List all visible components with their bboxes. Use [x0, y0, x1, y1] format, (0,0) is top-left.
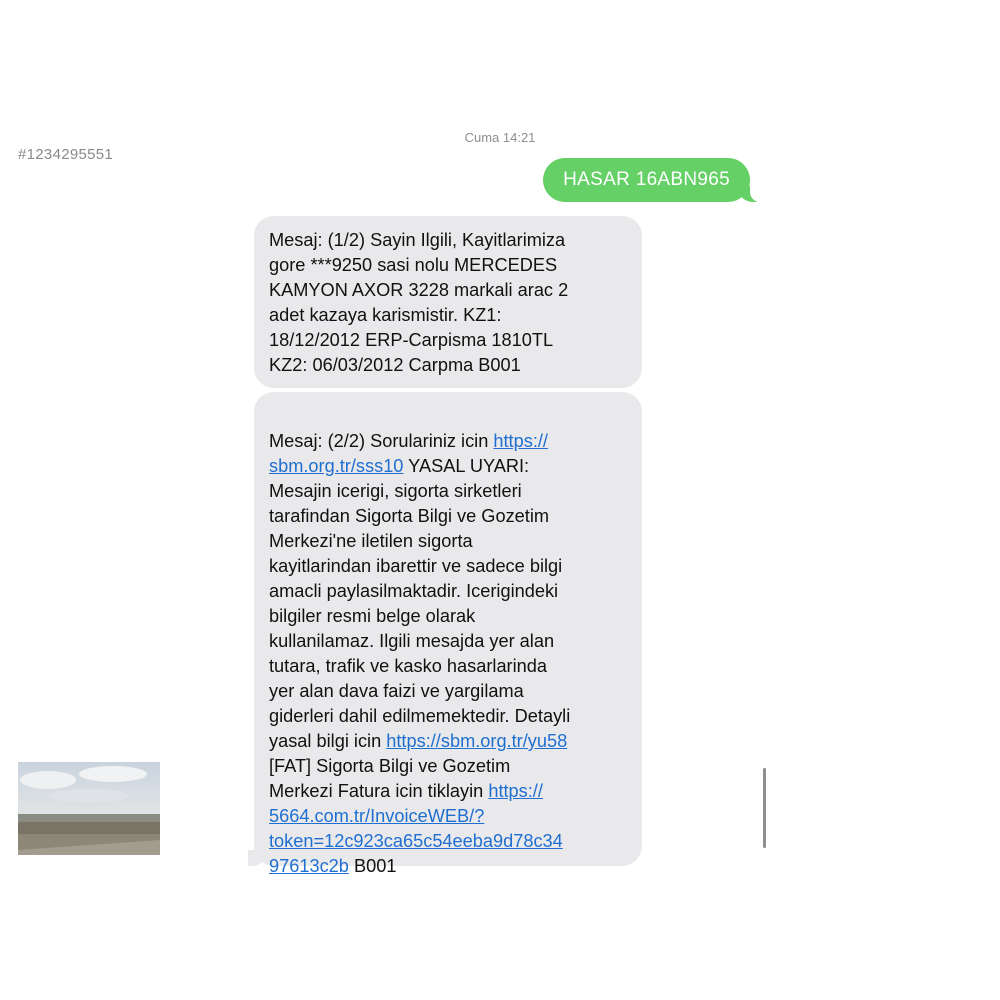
- message-text: [FAT] Sigorta Bilgi ve Gozetim Merkezi Fatura icin tiklayin: [269, 756, 511, 801]
- sss-link[interactable]: https:// sbm.org.tr/sss10: [269, 431, 548, 476]
- landscape-photo-icon: [18, 762, 160, 855]
- listing-id: #1234295551: [18, 146, 114, 163]
- message-thread[interactable]: [228, 122, 772, 874]
- invoice-link[interactable]: https:// 5664.com.tr/InvoiceWEB/? token=12c923ca65c54eeba9d78c34 97613c2b: [269, 781, 563, 876]
- scrollbar[interactable]: [763, 768, 766, 848]
- message-text: Mesaj: (2/2) Sorulariniz icin: [269, 431, 494, 451]
- incoming-message-bubble[interactable]: Mesaj: (1/2) Sayin Ilgili, Kayitlarimiza gore ***9250 sasi nolu MERCEDES KAMYON AXOR 3228 markali arac 2 adet kazaya karismistir. KZ1: 18/12/2012 ERP-Carpisma 1810TL KZ2: 06/03/2012 Carpma B001: [254, 216, 642, 388]
- message-text: YASAL UYARI: Mesajin icerigi, sigorta sirketleri tarafindan Sigorta Bilgi ve Gozetim Merkezi'ne iletilen sigorta kayitlarindan ibarettir ve sadece bilgi amacli paylasilmaktadir. Icerigindeki bilgiler resmi belge olarak kullanilamaz. Ilgili mesajda yer alan tutara, trafik ve kasko hasarlarinda yer alan dava faizi ve yargilama giderleri dahil edilmemektedir. Detayli yasal bilgi icin: [269, 456, 571, 751]
- incoming-message-bubble[interactable]: [254, 392, 642, 876]
- outgoing-message-text: HASAR 16ABN965: [563, 169, 730, 190]
- message-text: B001: [348, 856, 397, 876]
- outgoing-message-bubble[interactable]: [543, 158, 750, 202]
- legal-info-link[interactable]: https://sbm.org.tr/yu58: [386, 731, 568, 751]
- thumbnail-image[interactable]: [18, 762, 160, 855]
- message-timestamp: Cuma 14:21: [464, 130, 536, 145]
